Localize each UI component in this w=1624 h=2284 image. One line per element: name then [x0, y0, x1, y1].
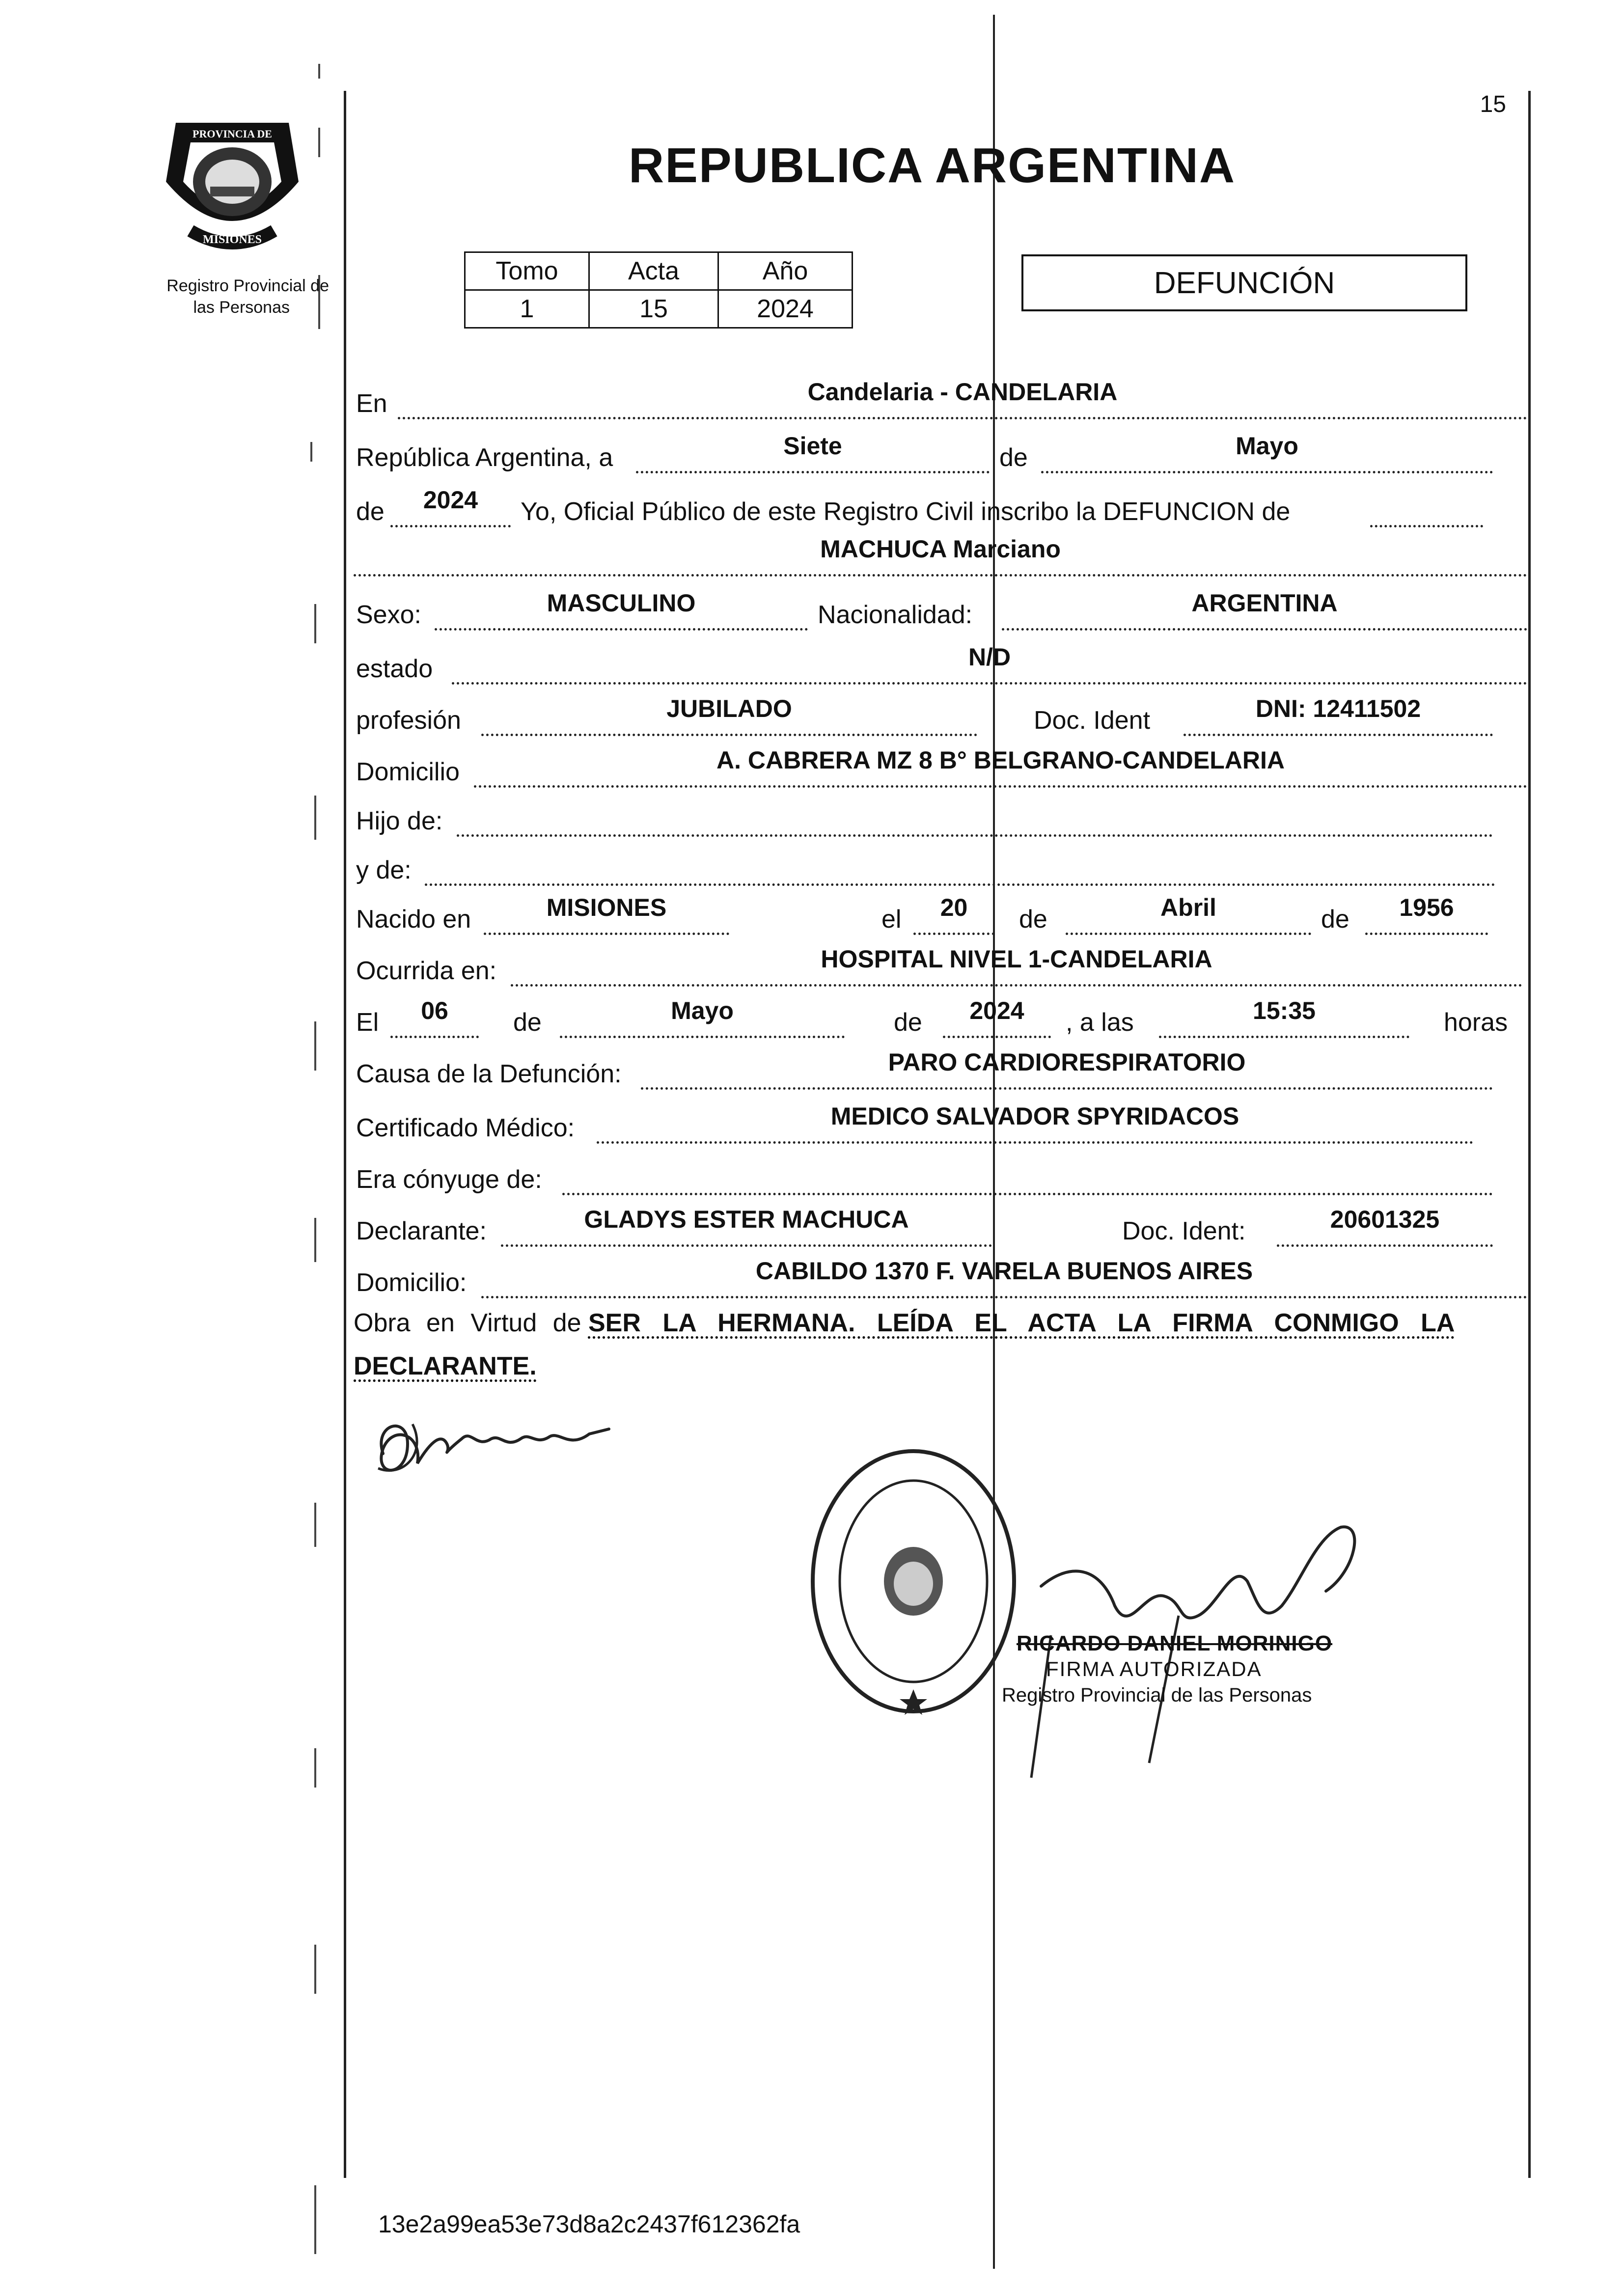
domicilio-field — [474, 746, 1527, 788]
nacido-dia-field — [913, 894, 994, 935]
province-seal-logo — [156, 108, 308, 255]
row-causa — [354, 1048, 1522, 1093]
anio-value: 2024 — [423, 486, 478, 514]
row-certificado — [354, 1102, 1522, 1147]
row-fecha-inscripcion — [354, 432, 1522, 476]
de2-label: de — [356, 497, 385, 526]
domicilio-label: Domicilio — [356, 758, 460, 786]
binding-mark — [314, 1503, 316, 1547]
nombre-value: MACHUCA Marciano — [820, 535, 1061, 563]
causa-value: PARO CARDIORESPIRATORIO — [888, 1048, 1246, 1076]
declarante-doc-value: 20601325 — [1330, 1206, 1440, 1233]
de-label: de — [999, 443, 1028, 472]
nacido-anio-value: 1956 — [1399, 894, 1454, 921]
hijo-field — [457, 800, 1493, 837]
yde-field — [425, 849, 1495, 886]
causa-field — [641, 1048, 1493, 1090]
inscribo-fill — [1370, 491, 1483, 527]
svg-text:PROVINCIA DE: PROVINCIA DE — [193, 128, 272, 140]
row-nombre — [354, 535, 1522, 579]
registry-label — [123, 275, 329, 318]
def-mes-field — [560, 997, 845, 1038]
registry-label-line1: Registro Provincial de — [166, 276, 329, 295]
mes-field — [1041, 432, 1493, 473]
domicilio2-label: Domicilio: — [356, 1268, 467, 1297]
document-title: REPUBLICA ARGENTINA — [629, 138, 1236, 193]
table-value-anio: 2024 — [718, 290, 853, 328]
en-label: En — [356, 389, 387, 418]
row-yde — [354, 845, 1522, 889]
domicilio2-value: CABILDO 1370 F. VARELA BUENOS AIRES — [755, 1257, 1253, 1285]
profesion-field — [481, 695, 977, 736]
def-hora-value: 15:35 — [1253, 997, 1316, 1024]
el2-label: El — [356, 1008, 379, 1037]
registry-label-line2: las Personas — [193, 298, 290, 317]
dia-field — [636, 432, 990, 473]
table-value-tomo: 1 — [465, 290, 589, 328]
row-conyuge — [354, 1154, 1522, 1198]
binding-mark — [314, 2185, 316, 2254]
declarante-field — [501, 1206, 992, 1247]
row-inscribo — [354, 486, 1522, 530]
obra-paragraph — [354, 1301, 1527, 1388]
row-sexo — [354, 589, 1522, 633]
svg-text:MISIONES: MISIONES — [202, 233, 262, 246]
nacido-anio-field — [1365, 894, 1488, 935]
tomo-acta-anio-table — [464, 251, 853, 329]
declarante-doc-field — [1277, 1206, 1493, 1247]
nacionalidad-field — [1002, 589, 1527, 631]
estado-value: N/D — [968, 643, 1011, 671]
hijo-label: Hijo de: — [356, 807, 443, 835]
def-de-label: de — [513, 1008, 542, 1037]
binding-mark — [314, 1748, 316, 1788]
mes-value: Mayo — [1236, 432, 1298, 460]
row-fecha-defuncion — [354, 997, 1522, 1041]
en-value: Candelaria - CANDELARIA — [807, 378, 1118, 406]
nacido-label: Nacido en — [356, 905, 471, 934]
certificado-field — [597, 1102, 1473, 1144]
authority-org: Registro Provincial de las Personas — [1002, 1684, 1312, 1706]
row-domicilio-declarante — [354, 1257, 1522, 1301]
sexo-field — [435, 589, 808, 631]
authority-name: RICARDO DANIEL MORINIGO — [1017, 1631, 1333, 1655]
page-number: 15 — [1480, 91, 1506, 117]
profesion-label: profesión — [356, 706, 461, 735]
ocurrida-label: Ocurrida en: — [356, 957, 497, 985]
nacido-lugar-value: MISIONES — [546, 894, 667, 921]
conyuge-field — [562, 1158, 1493, 1195]
row-profesion — [354, 695, 1522, 739]
def-mes-value: Mayo — [671, 997, 734, 1024]
ocurrida-field — [511, 945, 1522, 987]
nombre-field — [354, 535, 1527, 577]
dia-value: Siete — [783, 432, 842, 460]
def-dia-value: 06 — [421, 997, 448, 1024]
binding-mark — [314, 1218, 316, 1262]
binding-mark — [310, 442, 312, 462]
nacido-de2-label: de — [1321, 905, 1349, 934]
profesion-value: JUBILADO — [666, 695, 792, 722]
obra-label: Obra en Virtud de — [354, 1309, 581, 1337]
conyuge-label: Era cónyuge de: — [356, 1165, 542, 1194]
table-header-anio: Año — [718, 252, 853, 290]
alas-label: , a las — [1066, 1008, 1134, 1037]
left-margin-line — [344, 91, 346, 2178]
def-de2-label: de — [894, 1008, 922, 1037]
domicilio2-field — [481, 1257, 1527, 1298]
certificado-label: Certificado Médico: — [356, 1114, 575, 1142]
record-type-box: DEFUNCIÓN — [1021, 254, 1467, 311]
causa-label: Causa de la Defunción: — [356, 1060, 622, 1088]
doc-value: DNI: 12411502 — [1255, 695, 1421, 722]
binding-mark — [314, 604, 316, 643]
row-en — [354, 378, 1522, 422]
table-header-acta: Acta — [589, 252, 718, 290]
row-declarante — [354, 1206, 1522, 1250]
binding-mark — [314, 1945, 316, 1994]
ocurrida-value: HOSPITAL NIVEL 1-CANDELARIA — [821, 945, 1212, 973]
def-anio-value: 2024 — [969, 997, 1024, 1024]
def-anio-field — [943, 997, 1051, 1038]
table-header-tomo: Tomo — [465, 252, 589, 290]
def-hora-field — [1159, 997, 1409, 1038]
declarant-signature — [363, 1395, 629, 1493]
doc-field — [1184, 695, 1493, 736]
binding-mark — [318, 64, 320, 79]
inscribo-text: Yo, Oficial Público de este Registro Civil inscribo la DEFUNCION de — [521, 497, 1291, 526]
obra-value: SER LA HERMANA. LEÍDA EL ACTA LA FIRMA CONMIGO LA DECLARANTE. — [354, 1309, 1455, 1380]
doc-label: Doc. Ident — [1034, 706, 1151, 735]
row-domicilio — [354, 746, 1522, 791]
en-field — [398, 378, 1527, 419]
nacido-dia-value: 20 — [940, 894, 968, 921]
row-hijo — [354, 796, 1522, 840]
certificado-value: MEDICO SALVADOR SPYRIDACOS — [830, 1102, 1239, 1130]
authority-role: FIRMA AUTORIZADA — [1046, 1657, 1262, 1680]
declarante-doc-label: Doc. Ident: — [1122, 1217, 1246, 1245]
nacido-mes-field — [1066, 894, 1311, 935]
row-estado — [354, 643, 1522, 688]
declarante-value: GLADYS ESTER MACHUCA — [584, 1206, 909, 1233]
nacido-mes-value: Abril — [1160, 894, 1216, 921]
binding-mark — [314, 1021, 316, 1071]
nacido-de-label: de — [1019, 905, 1047, 934]
estado-label: estado — [356, 655, 433, 683]
nacido-lugar-field — [484, 894, 729, 935]
horas-label: horas — [1444, 1008, 1508, 1037]
binding-mark — [318, 128, 320, 157]
table-value-acta: 15 — [589, 290, 718, 328]
sexo-label: Sexo: — [356, 601, 421, 629]
def-dia-field — [390, 997, 479, 1038]
row-ocurrida — [354, 945, 1522, 990]
right-margin-line — [1528, 91, 1531, 2178]
sexo-value: MASCULINO — [547, 589, 696, 617]
republica-label: República Argentina, a — [356, 443, 613, 472]
estado-field — [452, 643, 1527, 685]
document-hash: 13e2a99ea53e73d8a2c2437f612362fa — [378, 2210, 800, 2238]
official-stamp — [805, 1444, 1021, 1719]
nacionalidad-label: Nacionalidad: — [818, 601, 973, 629]
row-nacido — [354, 894, 1522, 938]
nacionalidad-value: ARGENTINA — [1191, 589, 1338, 617]
domicilio-value: A. CABRERA MZ 8 B° BELGRANO-CANDELARIA — [716, 746, 1285, 774]
declarante-label: Declarante: — [356, 1217, 487, 1245]
el-label: el — [881, 905, 902, 934]
anio-field — [390, 486, 511, 527]
yde-label: y de: — [356, 856, 412, 884]
binding-mark — [314, 796, 316, 840]
